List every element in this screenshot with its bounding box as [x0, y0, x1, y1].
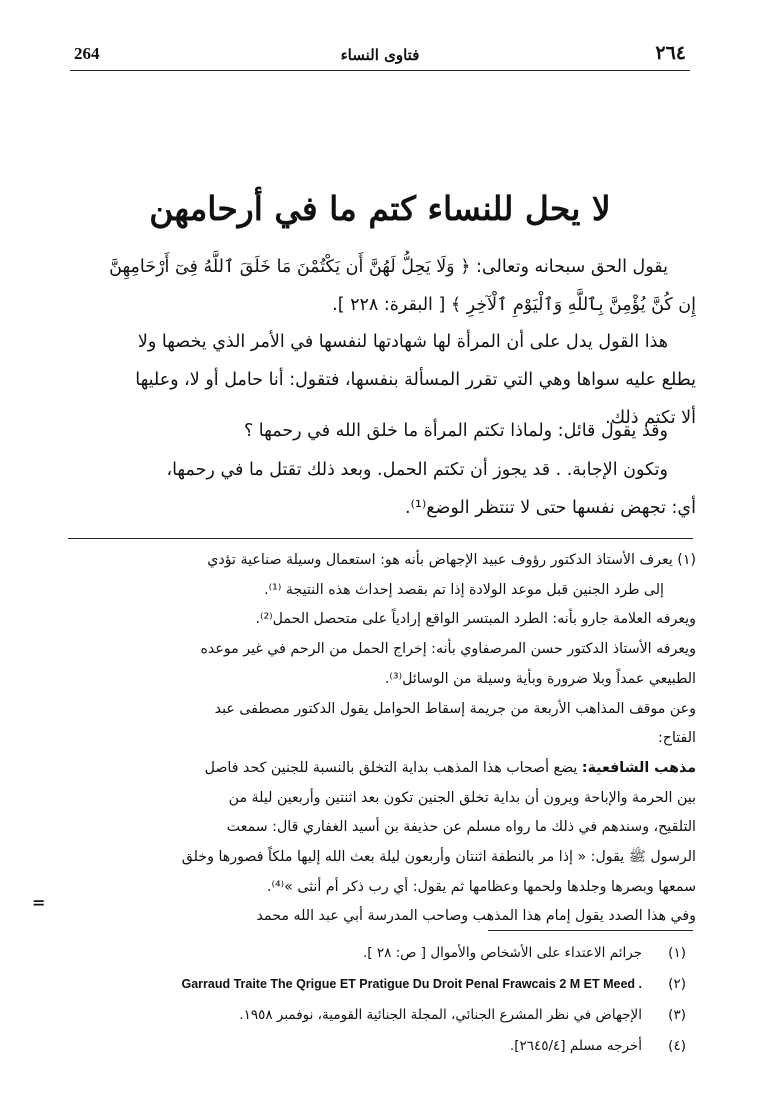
sub-footnote-number: (٤): [668, 1038, 686, 1054]
text-line: يقول الحق سبحانه وتعالى: ﴿ وَلَا يَحِلُّ لَهُنَّ أَن يَكْتُمْنَ مَا خَلَقَ ٱللَّهُ فِىٓ أَرْحَامِهِنَّ: [109, 257, 668, 277]
footnote-line: سمعها وبصرها وجلدها ولحمها وعظامها ثم يقول: أي رب ذكر أم أنثى »⁽⁴⁾.: [266, 878, 696, 895]
sub-footnote-text: Garraud Traite The Qrigue ET Pratigue Du Droit Penal Frawcais 2 M ET Meed .: [181, 977, 642, 991]
footnote-line: الطبيعي عمداً وبلا ضرورة وبأية وسيلة من الوسائل⁽³⁾.: [384, 670, 696, 687]
text-line: وقد يقول قائل: ولماذا تكتم المرأة ما خلق الله في رحمها ؟: [243, 421, 668, 441]
running-header: [74, 44, 686, 70]
sub-footnote-text: جرائم الاعتداء على الأشخاص والأموال [ ص: ٢٨ ].: [362, 945, 642, 961]
sub-footnote-number: (١): [668, 945, 686, 961]
footnote-line: إلى طرد الجنين قبل موعد الولادة إذا تم بقصد إحداث هذه النتيجة ⁽¹⁾.: [264, 581, 664, 598]
text-line: أي: تجهض نفسها حتى لا تنتظر الوضع⁽¹⁾.: [405, 498, 696, 518]
sub-footnote-text: الإجهاض في نظر المشرع الجنائي، المجلة الجنائية القومية، نوفمبر ١٩٥٨.: [239, 1007, 642, 1023]
paragraph-verse: [56, 248, 696, 324]
header-rule: [70, 70, 690, 71]
footnote-line: وعن موقف المذاهب الأربعة من جريمة إسقاط الحوامل يقول الدكتور مصطفى عبد: [214, 700, 696, 717]
footnote-line: ويعرفه العلامة جارو بأنه: الطرد المبتسر الواقع إرادياً على متحصل الحمل⁽²⁾.: [255, 611, 696, 628]
text-line: هذا القول يدل على أن المرأة لها شهادتها لنفسها في الأمر الذي يخصها ولا: [137, 332, 668, 352]
sub-footnote: [106, 1000, 686, 1031]
sub-footnote-number: (٢): [668, 976, 686, 992]
footnote-text: يضع أصحاب هذا المذهب بداية التخلق بالنسبة للجنين كحد فاصل: [204, 759, 578, 776]
paragraph-answer: [56, 451, 696, 527]
footnote-line: الفتاح:: [658, 730, 696, 747]
footnote-line: الرسول ﷺ يقول: « إذا مر بالنطفة اثنتان وأربعون ليلة بعث الله إليها ملكاً فصورها وخلق: [181, 849, 696, 866]
running-title: فتاوى النساء: [340, 46, 420, 64]
footnote-line: ويعرفه الأستاذ الدكتور حسن المرصفاوي بأنه: إخراج الحمل من الرحم في غير موعده: [200, 641, 696, 658]
sub-footnote: [106, 938, 686, 969]
footnote-line: وفي هذا الصدد يقول إمام هذا المذهب وصاحب المدرسة أبي عبد الله محمد: [256, 908, 696, 925]
footnote-line: بين الحرمة والإباحة ويرون أن بداية تخلق الجنين تكون بعد اثنتين وأربعين ليلة من: [228, 789, 696, 806]
text-line: وتكون الإجابة. . قد يجوز أن تكتم الحمل. وبعد ذلك تقتل ما في رحمها،: [166, 460, 668, 480]
sub-footnote-text: أخرجه مسلم [٢٦٤٥/٤].: [509, 1038, 642, 1054]
paragraph-question: [56, 412, 696, 450]
sub-footnote: [106, 969, 686, 1000]
shafii-label: مذهب الشافعية:: [581, 759, 696, 776]
footnote-separator: [68, 538, 693, 539]
section-title: لا يحل للنساء كتم ما في أرحامهن: [149, 189, 611, 228]
page-number-arabic: ٢٦٤: [655, 42, 686, 64]
footnote-line: (١) يعرف الأستاذ الدكتور رؤوف عبيد الإجهاض بأنه هو: استعمال وسيلة صناعية تؤدي: [207, 552, 696, 568]
text-line: ألا تكتم ذلك.: [605, 408, 696, 428]
sub-footnote: [106, 1031, 686, 1062]
sub-footnote-separator: [488, 930, 693, 931]
text-line: إِن كُنَّ يُؤْمِنَّ بِٱللَّهِ وَٱلْيَوْمِ ٱلْآخِرِ ﴾ [ البقرة: ٢٢٨ ].: [332, 295, 696, 315]
sub-footnotes: [106, 938, 686, 1062]
page-number-latin: 264: [74, 44, 100, 63]
footnote-main: [56, 546, 696, 932]
continuation-mark: =: [32, 893, 46, 912]
footnote-line: التلقيح، وسندهم في ذلك ما رواه مسلم عن حذيفة بن أسيد الغفاري قال: سمعت: [226, 819, 696, 836]
footnote-line: [56, 754, 696, 784]
text-line: يطلع عليه سواها وهي التي تقرر المسألة بنفسها، فتقول: أنا حامل أو لا، وعليها: [135, 370, 696, 390]
sub-footnote-number: (٣): [668, 1007, 686, 1023]
